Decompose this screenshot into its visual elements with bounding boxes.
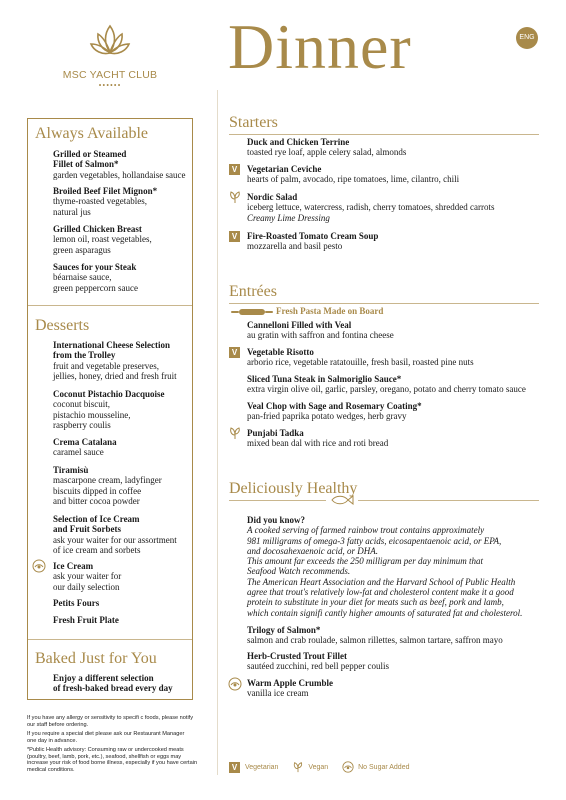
item-name: Tiramisù	[53, 465, 89, 475]
item-desc: toasted rye loaf, apple celery salad, almonds	[247, 147, 407, 158]
item-desc: jellies, honey, dried and fresh fruit	[53, 370, 177, 381]
item-desc: béarnaise sauce,	[53, 272, 112, 283]
list-item	[53, 465, 162, 506]
legend-vegan: Vegan	[308, 763, 329, 771]
item-desc: garden vegetables, hollandaise sauce	[53, 169, 186, 180]
vegan-icon	[292, 761, 304, 773]
item-desc: sautéed zucchini, red bell pepper coulis	[247, 661, 389, 672]
health-advisory	[27, 747, 212, 773]
no-sugar-icon	[32, 559, 46, 573]
list-item	[53, 340, 177, 381]
column-divider	[217, 90, 218, 775]
item-name: Vegetable Risotto	[247, 347, 314, 357]
side-panel	[27, 118, 193, 700]
entrees-heading: Entrées	[229, 283, 277, 300]
item-name: Trilogy of Salmon*	[247, 625, 321, 635]
section-divider	[28, 639, 192, 640]
list-item	[53, 186, 157, 217]
know-line: This amount far exceeds the 250 milligram per day minimum that	[247, 556, 483, 567]
item-desc: green peppercorn sauce	[53, 282, 138, 293]
diet-note	[27, 731, 212, 744]
know-line: which contain signifi cantly higher amounts of saturated fat and cholesterol.	[247, 607, 523, 618]
fish-icon	[330, 495, 354, 505]
item-name: Warm Apple Crumble	[247, 678, 334, 688]
list-item	[247, 347, 474, 368]
list-item	[53, 561, 121, 592]
know-line: protein to substitute in your diet for meats such as beef, pork and lamb,	[247, 597, 504, 608]
item-name: Broiled Beef Filet Mignon*	[53, 186, 158, 196]
item-desc: arborio rice, vegetable ratatouille, fresh basil, roasted pine nuts	[247, 357, 474, 368]
vegetarian-icon: V	[229, 347, 240, 358]
rolling-pin-icon	[231, 308, 273, 316]
item-name: Sliced Tuna Steak in Salmoriglio Sauce*	[247, 374, 402, 384]
legend-vegetarian: Vegetarian	[244, 763, 279, 771]
item-desc: pistachio mousseline,	[53, 409, 131, 420]
list-item	[247, 192, 494, 223]
list-item	[53, 149, 185, 180]
list-item	[247, 137, 406, 158]
no-sugar-icon	[342, 761, 354, 773]
item-desc: ask your waiter for our assortment	[53, 534, 177, 545]
item-desc: vanilla ice cream	[247, 688, 309, 699]
footnote-line: our staff before ordering.	[27, 721, 89, 728]
item-name: Enjoy a different selection	[53, 673, 154, 683]
item-desc: natural jus	[53, 206, 91, 217]
item-name: Herb-Crusted Trout Fillet	[247, 651, 347, 661]
footnote-line: If you have any allergy or sensitivity to specifi c foods, please notify	[27, 715, 194, 721]
list-item	[247, 625, 503, 646]
list-item	[247, 164, 459, 185]
item-desc: coconut biscuit,	[53, 399, 110, 410]
footnote-line: *Public Health advisory: Consuming raw or undercooked meats	[27, 747, 184, 753]
lotus-crown-icon	[88, 22, 132, 62]
did-you-know	[247, 515, 522, 618]
item-desc: of ice cream and sorbets	[53, 544, 141, 555]
legend	[229, 761, 409, 773]
section-divider	[28, 305, 192, 306]
vegan-icon	[228, 190, 242, 204]
allergy-note	[27, 715, 212, 728]
list-item	[247, 320, 394, 341]
footnote-line: If you require a special diet please ask our Restaurant Manager	[27, 731, 185, 737]
footnote-line: medical conditions.	[27, 766, 75, 773]
list-item	[53, 514, 177, 555]
item-desc: hearts of palm, avocado, ripe tomatoes, lime, cilantro, chili	[247, 174, 460, 185]
item-name: from the Trolley	[53, 350, 116, 361]
item-desc: extra virgin olive oil, garlic, parsley, oregano, potato and cherry tomato sauce	[247, 384, 526, 395]
know-line: and docosahexaenoic acid, or DHA.	[247, 545, 378, 556]
item-name: Fillet of Salmon*	[53, 159, 119, 170]
list-item	[247, 428, 388, 449]
section-divider	[229, 500, 326, 501]
item-name: Coconut Pistachio Dacquoise	[53, 389, 165, 399]
page-title: Dinner	[228, 11, 412, 82]
section-divider	[229, 134, 539, 135]
item-desc: iceberg lettuce, watercress, radish, cherry tomatoes, shredded carrots	[247, 202, 495, 213]
item-desc: mozzarella and basil pesto	[247, 241, 343, 252]
know-title: Did you know?	[247, 515, 306, 525]
item-desc: and bitter cocoa powder	[53, 495, 140, 506]
item-name: of fresh-baked bread every day	[53, 683, 173, 694]
list-item	[247, 651, 389, 672]
item-desc: biscuits dipped in coffee	[53, 485, 142, 496]
list-item	[53, 224, 152, 255]
brand-name: MSC YACHT CLUB	[62, 69, 158, 81]
item-desc: caramel sauce	[53, 447, 104, 458]
know-line: 981 milligrams of omega-3 fatty acids, eicosapentaenoic acid, or EPA,	[247, 535, 502, 546]
item-desc: thyme-roasted vegetables,	[53, 196, 147, 207]
item-name: Vegetarian Ceviche	[247, 164, 322, 174]
vegetarian-icon: V	[229, 164, 240, 175]
footnote-line: increase your risk of food borne illness, especially if you have certain	[27, 760, 198, 767]
list-item	[53, 598, 99, 608]
item-name: and Fruit Sorbets	[53, 524, 122, 535]
item-desc: fruit and vegetable preserves,	[53, 360, 159, 371]
list-item	[53, 437, 117, 458]
item-name: Petits Fours	[53, 598, 100, 608]
list-item	[247, 678, 333, 699]
list-item	[53, 389, 165, 430]
item-name: Fresh Fruit Plate	[53, 615, 119, 625]
item-desc: salmon and crab roulade, salmon rillettes, salmon tartare, saffron mayo	[247, 635, 503, 646]
list-item	[53, 673, 173, 694]
brand-dots: ••••••	[98, 81, 122, 90]
list-item	[53, 615, 119, 625]
vegan-icon	[228, 426, 242, 440]
item-desc: pan-fried paprika potato wedges, herb gravy	[247, 411, 407, 422]
item-name: Fire-Roasted Tomato Cream Soup	[247, 231, 379, 241]
know-line: agree that trout's relatively low-fat and cholesterol content make it a good	[247, 587, 514, 598]
item-desc: mixed bean dal with rice and roti bread	[247, 438, 389, 449]
section-divider	[358, 500, 539, 501]
know-line: The American Heart Association and the Harvard School of Public Health	[247, 576, 516, 587]
pasta-banner: Fresh Pasta Made on Board	[276, 306, 384, 316]
footnote-line: one day in advance.	[27, 737, 78, 744]
item-name: Grilled Chicken Breast	[53, 224, 142, 234]
item-name: Veal Chop with Sage and Rosemary Coating*	[247, 401, 422, 411]
item-name: Crema Catalana	[53, 437, 117, 447]
desserts-heading: Desserts	[35, 317, 90, 334]
item-name: Grilled or Steamed	[53, 149, 127, 159]
vegetarian-icon: V	[229, 762, 240, 773]
item-name: Ice Cream	[53, 561, 94, 571]
item-desc: au gratin with saffron and fontina cheese	[247, 330, 394, 341]
item-desc: our daily selection	[53, 581, 120, 592]
item-desc: mascarpone cream, ladyfinger	[53, 475, 162, 486]
legend-no-sugar: No Sugar Added	[358, 763, 410, 771]
vegetarian-icon: V	[229, 231, 240, 242]
item-dressing: Creamy Lime Dressing	[247, 212, 330, 223]
item-desc: ask your waiter for	[53, 571, 122, 582]
list-item	[53, 262, 138, 293]
starters-heading: Starters	[229, 114, 278, 131]
section-divider	[229, 303, 539, 304]
always-heading: Always Available	[35, 125, 149, 142]
item-name: Cannelloni Filled with Veal	[247, 320, 352, 330]
list-item	[247, 231, 378, 252]
brand-logo	[60, 22, 160, 91]
list-item	[247, 401, 422, 422]
item-desc: lemon oil, roast vegetables,	[53, 234, 152, 245]
language-badge[interactable]: ENG	[516, 27, 538, 49]
healthy-heading: Deliciously Healthy	[229, 480, 358, 497]
know-line: A cooked serving of farmed rainbow trout contains approximately	[247, 525, 485, 536]
item-name: Sauces for your Steak	[53, 262, 137, 272]
item-name: Selection of Ice Cream	[53, 514, 140, 524]
item-desc: raspberry coulis	[53, 419, 111, 430]
list-item	[247, 374, 526, 395]
footnote-line: (poultry, beef, lamb, pork, etc.), seafood, shellfish or eggs may	[27, 753, 182, 760]
item-name: Nordic Salad	[247, 192, 298, 202]
item-name: International Cheese Selection	[53, 340, 170, 350]
item-name: Punjabi Tadka	[247, 428, 304, 438]
know-line: Seafood Watch recommends.	[247, 566, 351, 577]
item-name: Duck and Chicken Terrine	[247, 137, 350, 147]
baked-heading: Baked Just for You	[35, 650, 157, 667]
no-sugar-icon	[228, 677, 242, 691]
item-desc: green asparagus	[53, 244, 111, 255]
